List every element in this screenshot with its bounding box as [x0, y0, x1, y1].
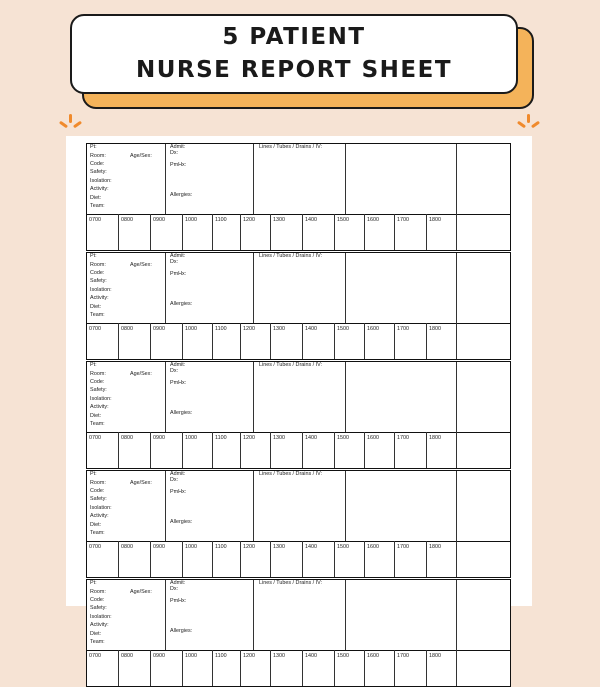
- time-label: 1400: [305, 653, 317, 659]
- time-label: 0900: [153, 435, 165, 441]
- time-row: [87, 541, 510, 577]
- time-cell[interactable]: [213, 432, 241, 468]
- time-cell[interactable]: [213, 323, 241, 359]
- age-sex-label: Age/Sex:: [130, 371, 152, 377]
- code-label: Code:: [90, 270, 105, 276]
- time-cell[interactable]: [241, 541, 271, 577]
- time-label: 1600: [367, 217, 379, 223]
- time-cell[interactable]: [183, 214, 213, 250]
- admit-label: Admit:: [170, 580, 186, 586]
- time-label: 1800: [429, 653, 441, 659]
- time-cell[interactable]: [335, 650, 365, 686]
- time-label: 1600: [367, 653, 379, 659]
- time-label: 1100: [215, 326, 227, 332]
- time-cell[interactable]: [271, 541, 303, 577]
- time-label: 1300: [273, 435, 285, 441]
- time-cell[interactable]: [335, 323, 365, 359]
- diet-label: Diet:: [90, 413, 102, 419]
- time-cell[interactable]: [365, 214, 395, 250]
- patient-info-row: [87, 362, 510, 433]
- allergies-label: Allergies:: [170, 519, 193, 525]
- time-cell[interactable]: [365, 432, 395, 468]
- time-cell[interactable]: [87, 432, 119, 468]
- time-label: 1400: [305, 544, 317, 550]
- pt-label: Pt:: [90, 580, 97, 586]
- time-label: 1000: [185, 653, 197, 659]
- team-label: Team:: [90, 312, 105, 318]
- time-label: 1400: [305, 326, 317, 332]
- time-cell[interactable]: [119, 432, 151, 468]
- time-cell[interactable]: [87, 541, 119, 577]
- time-cell[interactable]: [271, 214, 303, 250]
- time-label: 0700: [89, 653, 101, 659]
- time-label: 1100: [215, 217, 227, 223]
- time-cell[interactable]: [303, 650, 335, 686]
- time-cell[interactable]: [241, 650, 271, 686]
- time-cell[interactable]: [427, 323, 457, 359]
- age-sex-label: Age/Sex:: [130, 480, 152, 486]
- time-label: 1600: [367, 435, 379, 441]
- diet-label: Diet:: [90, 522, 102, 528]
- pt-label: Pt:: [90, 253, 97, 259]
- time-label: 1700: [397, 544, 409, 550]
- sparkle-right-icon: [518, 114, 540, 136]
- isolation-label: Isolation:: [90, 505, 112, 511]
- time-label: 0800: [121, 326, 133, 332]
- time-row: [87, 432, 510, 468]
- admit-label: Admit:: [170, 362, 186, 368]
- code-label: Code:: [90, 161, 105, 167]
- lines-tubes-label: Lines / Tubes / Drains / IV:: [259, 144, 323, 150]
- time-cell[interactable]: [427, 541, 457, 577]
- time-row: [87, 323, 510, 359]
- time-cell[interactable]: [427, 214, 457, 250]
- time-cell[interactable]: [183, 650, 213, 686]
- notes-cell[interactable]: [346, 471, 457, 541]
- patient-info-row: [87, 144, 510, 215]
- time-cell[interactable]: [303, 541, 335, 577]
- age-sex-label: Age/Sex:: [130, 589, 152, 595]
- patient-block: [86, 579, 511, 687]
- time-label: 1500: [337, 544, 349, 550]
- activity-label: Activity:: [90, 186, 109, 192]
- time-label: 1200: [243, 435, 255, 441]
- admit-cell[interactable]: [166, 144, 254, 214]
- time-cell[interactable]: [395, 541, 427, 577]
- notes-cell[interactable]: [346, 580, 457, 650]
- time-cell[interactable]: [365, 650, 395, 686]
- lines-cell[interactable]: [254, 253, 346, 323]
- isolation-label: Isolation:: [90, 287, 112, 293]
- time-cell[interactable]: [395, 650, 427, 686]
- time-row: [87, 650, 510, 686]
- patient-block: [86, 470, 511, 578]
- admit-label: Admit:: [170, 253, 186, 259]
- admit-label: Admit:: [170, 471, 186, 477]
- time-label: 1300: [273, 544, 285, 550]
- time-cell[interactable]: [365, 323, 395, 359]
- allergies-label: Allergies:: [170, 628, 193, 634]
- code-label: Code:: [90, 379, 105, 385]
- time-label: 1800: [429, 544, 441, 550]
- time-cell[interactable]: [151, 650, 183, 686]
- safety-label: Safety:: [90, 169, 107, 175]
- time-cell[interactable]: [335, 541, 365, 577]
- room-label: Room:: [90, 371, 106, 377]
- time-label: 1500: [337, 435, 349, 441]
- time-cell[interactable]: [151, 323, 183, 359]
- admit-cell[interactable]: [166, 362, 254, 432]
- time-label: 0900: [153, 544, 165, 550]
- time-label: 1500: [337, 653, 349, 659]
- time-label: 1800: [429, 217, 441, 223]
- time-cell[interactable]: [395, 432, 427, 468]
- lines-tubes-label: Lines / Tubes / Drains / IV:: [259, 362, 323, 368]
- time-cell[interactable]: [303, 323, 335, 359]
- time-cell[interactable]: [241, 323, 271, 359]
- time-label: 0900: [153, 653, 165, 659]
- time-label: 0700: [89, 326, 101, 332]
- time-cell[interactable]: [119, 650, 151, 686]
- age-sex-label: Age/Sex:: [130, 153, 152, 159]
- dx-label: Dx:: [170, 477, 179, 483]
- dx-label: Dx:: [170, 586, 179, 592]
- pt-label: Pt:: [90, 362, 97, 368]
- team-label: Team:: [90, 530, 105, 536]
- time-label: 1800: [429, 326, 441, 332]
- patient-block: [86, 143, 511, 251]
- time-label: 1200: [243, 217, 255, 223]
- code-label: Code:: [90, 597, 105, 603]
- isolation-label: Isolation:: [90, 178, 112, 184]
- time-label: 1700: [397, 435, 409, 441]
- time-label: 1300: [273, 326, 285, 332]
- time-label: 1200: [243, 326, 255, 332]
- pmhx-label: PmHx:: [170, 162, 187, 168]
- admit-label: Admit:: [170, 144, 186, 150]
- lines-tubes-label: Lines / Tubes / Drains / IV:: [259, 471, 323, 477]
- time-cell[interactable]: [241, 432, 271, 468]
- code-label: Code:: [90, 488, 105, 494]
- activity-label: Activity:: [90, 622, 109, 628]
- pmhx-label: PmHx:: [170, 380, 187, 386]
- time-cell[interactable]: [87, 323, 119, 359]
- time-label: 1500: [337, 217, 349, 223]
- time-cell[interactable]: [303, 214, 335, 250]
- time-cell[interactable]: [183, 541, 213, 577]
- diet-label: Diet:: [90, 631, 102, 637]
- pt-label: Pt:: [90, 471, 97, 477]
- time-cell[interactable]: [303, 432, 335, 468]
- time-cell[interactable]: [271, 650, 303, 686]
- time-cell[interactable]: [427, 650, 457, 686]
- time-label: 1600: [367, 544, 379, 550]
- time-cell[interactable]: [365, 541, 395, 577]
- patient-block: [86, 252, 511, 360]
- pmhx-label: PmHx:: [170, 271, 187, 277]
- lines-tubes-label: Lines / Tubes / Drains / IV:: [259, 253, 323, 259]
- time-label: 0800: [121, 544, 133, 550]
- patient-block: [86, 361, 511, 469]
- time-cell[interactable]: [119, 214, 151, 250]
- time-cell[interactable]: [213, 650, 241, 686]
- time-cell[interactable]: [87, 214, 119, 250]
- admit-cell[interactable]: [166, 471, 254, 541]
- pmhx-label: PmHx:: [170, 598, 187, 604]
- patient-info-row: [87, 253, 510, 324]
- activity-label: Activity:: [90, 404, 109, 410]
- time-cell[interactable]: [119, 541, 151, 577]
- time-cell[interactable]: [119, 323, 151, 359]
- time-label: 1200: [243, 544, 255, 550]
- admit-cell[interactable]: [166, 253, 254, 323]
- time-cell[interactable]: [151, 214, 183, 250]
- room-label: Room:: [90, 153, 106, 159]
- time-cell[interactable]: [335, 432, 365, 468]
- notes-cell[interactable]: [346, 362, 457, 432]
- room-label: Room:: [90, 589, 106, 595]
- diet-label: Diet:: [90, 195, 102, 201]
- time-label: 1400: [305, 435, 317, 441]
- time-label: 1100: [215, 653, 227, 659]
- time-label: 0800: [121, 217, 133, 223]
- time-cell[interactable]: [151, 432, 183, 468]
- time-cell[interactable]: [183, 432, 213, 468]
- time-row: [87, 214, 510, 250]
- time-cell[interactable]: [427, 432, 457, 468]
- time-cell[interactable]: [271, 432, 303, 468]
- dx-label: Dx:: [170, 259, 179, 265]
- time-cell[interactable]: [271, 323, 303, 359]
- time-label: 1300: [273, 217, 285, 223]
- time-label: 0700: [89, 544, 101, 550]
- lines-tubes-label: Lines / Tubes / Drains / IV:: [259, 580, 323, 586]
- safety-label: Safety:: [90, 605, 107, 611]
- time-label: 0900: [153, 217, 165, 223]
- time-cell[interactable]: [395, 214, 427, 250]
- time-label: 0800: [121, 435, 133, 441]
- team-label: Team:: [90, 639, 105, 645]
- pmhx-label: PmHx:: [170, 489, 187, 495]
- safety-label: Safety:: [90, 278, 107, 284]
- time-label: 1000: [185, 326, 197, 332]
- team-label: Team:: [90, 421, 105, 427]
- time-cell[interactable]: [87, 650, 119, 686]
- time-label: 1700: [397, 326, 409, 332]
- time-label: 1800: [429, 435, 441, 441]
- time-label: 1500: [337, 326, 349, 332]
- pt-label: Pt:: [90, 144, 97, 150]
- isolation-label: Isolation:: [90, 396, 112, 402]
- time-label: 0700: [89, 217, 101, 223]
- activity-label: Activity:: [90, 513, 109, 519]
- team-label: Team:: [90, 203, 105, 209]
- room-label: Room:: [90, 262, 106, 268]
- lines-cell[interactable]: [254, 144, 346, 214]
- diet-label: Diet:: [90, 304, 102, 310]
- lines-cell[interactable]: [254, 362, 346, 432]
- dx-label: Dx:: [170, 368, 179, 374]
- time-label: 1100: [215, 544, 227, 550]
- age-sex-label: Age/Sex:: [130, 262, 152, 268]
- time-label: 1700: [397, 653, 409, 659]
- time-cell[interactable]: [335, 214, 365, 250]
- time-cell[interactable]: [213, 541, 241, 577]
- time-label: 0700: [89, 435, 101, 441]
- time-label: 1400: [305, 217, 317, 223]
- title-line-1: 5 PATIENT: [222, 24, 366, 50]
- time-cell[interactable]: [395, 323, 427, 359]
- lines-cell[interactable]: [254, 580, 346, 650]
- title-line-2: NURSE REPORT SHEET: [135, 57, 453, 83]
- allergies-label: Allergies:: [170, 301, 193, 307]
- time-label: 1000: [185, 544, 197, 550]
- time-cell[interactable]: [183, 323, 213, 359]
- dx-label: Dx:: [170, 150, 179, 156]
- time-cell[interactable]: [151, 541, 183, 577]
- time-label: 1000: [185, 217, 197, 223]
- patient-info-row: [87, 471, 510, 542]
- time-label: 1300: [273, 653, 285, 659]
- lines-cell[interactable]: [254, 471, 346, 541]
- time-label: 1200: [243, 653, 255, 659]
- room-label: Room:: [90, 480, 106, 486]
- safety-label: Safety:: [90, 387, 107, 393]
- time-cell[interactable]: [213, 214, 241, 250]
- time-label: 1100: [215, 435, 227, 441]
- activity-label: Activity:: [90, 295, 109, 301]
- notes-cell[interactable]: [346, 144, 457, 214]
- patient-info-row: [87, 580, 510, 651]
- safety-label: Safety:: [90, 496, 107, 502]
- allergies-label: Allergies:: [170, 192, 193, 198]
- sparkle-left-icon: [60, 114, 82, 136]
- time-label: 1700: [397, 217, 409, 223]
- notes-cell[interactable]: [346, 253, 457, 323]
- time-label: 1600: [367, 326, 379, 332]
- time-label: 1000: [185, 435, 197, 441]
- time-label: 0800: [121, 653, 133, 659]
- time-cell[interactable]: [241, 214, 271, 250]
- time-label: 0900: [153, 326, 165, 332]
- title-card: [70, 14, 518, 94]
- allergies-label: Allergies:: [170, 410, 193, 416]
- admit-cell[interactable]: [166, 580, 254, 650]
- isolation-label: Isolation:: [90, 614, 112, 620]
